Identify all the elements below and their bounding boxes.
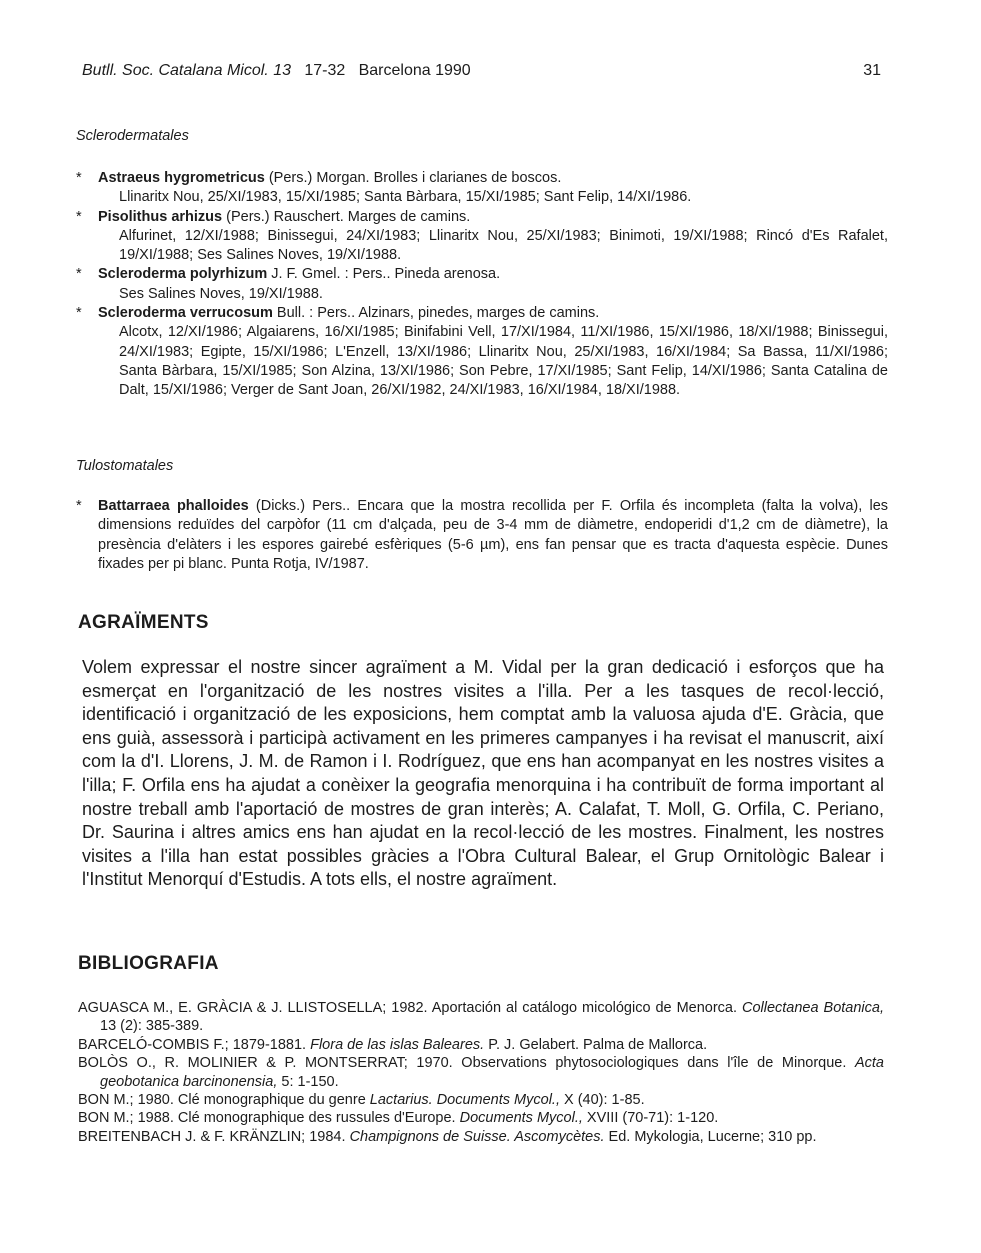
species-entry [76, 169, 888, 208]
journal-citation: Butll. Soc. Catalana Micol. 13 [82, 62, 291, 79]
species-habitat: . Alzinars, pinedes, marges de camins. [351, 305, 600, 322]
species-author: (Dicks.) Pers. [255, 498, 347, 514]
species-author: (Pers.) Morgan [268, 170, 366, 186]
reference-item: BON M.; 1988. Clé monographique des russules d'Europe. Documents Mycol., XVIII (70-71): 1-120. [78, 1110, 719, 1127]
place-year: Barcelona 1990 [358, 62, 471, 79]
asterisk-icon: * [76, 208, 82, 225]
tulostomatales-list [76, 497, 888, 574]
asterisk-icon: * [76, 305, 82, 322]
species-localities: Alfurinet, 12/XI/1988; Binissegui, 24/XI/1983; Llinaritx Nou, 25/XI/1983; Binimoti, 19/XI/1988; Rincó d'Es Rafalet, 19/XI/1988; Ses Salines Noves, 19/XI/1988. [119, 227, 888, 264]
species-author: (Pers.) Rauschert [226, 208, 340, 225]
reference-item: AGUASCA M., E. GRÀCIA & J. LLISTOSELLA; 1982. Aportación al catálogo micológico de Menorca. Collectanea Botanica, 13 (2): 385-389. [78, 1000, 884, 1035]
species-habitat: . Pineda arenosa. [386, 266, 501, 283]
section-sclerodermatales: Sclerodermatales [76, 128, 189, 144]
species-name: Pisolithus arhizus [98, 208, 223, 225]
species-entry [76, 304, 888, 400]
species-text: . Encara que la mostra recollida per F. Orfila és incompleta (falta la volva), les dimensions reduïdes del carpòfor (11 cm d'alçada, peu de 3-4 mm de diàmetre, endoperidi d'1,2 cm de diàmetre), la presència d'elàters i les espores gairebé esfèriques (5-6 µm), ens fan pensar que es tracta d'aquesta espècie. Dunes fixades per pi blanc. Punta Rotja, IV/1987. [98, 498, 889, 572]
running-header [82, 62, 881, 80]
species-name: Battarraea phalloides [98, 498, 249, 514]
reference-item: BARCELÓ-COMBIS F.; 1879-1881. Flora de las islas Baleares. P. J. Gelabert. Palma de Mallorca. [78, 1036, 708, 1053]
species-entry [76, 265, 888, 304]
species-localities: Llinaritx Nou, 25/XI/1983, 15/XI/1985; Santa Bàrbara, 15/XI/1985; Sant Felip, 14/XI/1986. [119, 189, 692, 206]
species-habitat: . Brolles i clarianes de boscos. [365, 170, 562, 186]
reference-item: BOLÒS O., R. MOLINIER & P. MONTSERRAT; 1970. Observations phytosociologiques dans l'île de Minorque. Acta geobotanica barcinonensia, 5: 1-150. [78, 1055, 884, 1090]
reference-item: BREITENBACH J. & F. KRÄNZLIN; 1984. Champignons de Suisse. Ascomycètes. Ed. Mykologia, Lucerne; 310 pp. [78, 1128, 817, 1145]
species-localities: Alcotx, 12/XI/1986; Algaiarens, 16/XI/1985; Binifabini Vell, 17/XI/1984, 11/XI/1986, 15/XI/1986, 18/XI/1988; Binissegui, 24/XI/1983; Egipte, 15/XI/1986; L'Enzell, 13/XI/1986; Llinaritx Nou, 25/XI/1983, 16/XI/1984; Sa Bassa, 11/XI/1986; Santa Bàrbara, 15/XI/1985; Son Alzina, 13/XI/1986; Son Pebre, 17/XI/1985; Sant Felip, 14/XI/1986; Santa Catalina de Dalt, 15/XI/1986; Verger de Sant Joan, 26/XI/1982, 24/XI/1983, 16/XI/1984, 18/XI/1988. [119, 324, 888, 399]
asterisk-icon: * [76, 498, 82, 514]
sclerodermatales-list [76, 169, 888, 401]
asterisk-icon: * [76, 266, 82, 283]
page-range: 17-32 [304, 62, 346, 79]
asterisk-icon: * [76, 170, 82, 186]
species-name: Scleroderma polyrhizum [98, 266, 268, 283]
species-author: J. F. Gmel. : Pers. [271, 266, 387, 283]
reference-list [78, 999, 884, 1146]
reference-item: BON M.; 1980. Clé monographique du genre Lactarius. Documents Mycol., X (40): 1-85. [78, 1092, 645, 1109]
species-name: Scleroderma verrucosum [98, 305, 273, 322]
species-habitat: . Marges de camins. [339, 208, 471, 225]
species-name: Astraeus hygrometricus [98, 170, 265, 186]
acknowledgements-paragraph: Volem expressar el nostre sincer agraïment a M. Vidal per la gran dedicació i esforços que ha esmerçat en l'organització de les nostres visites a l'illa. Per a les tasques de recol·lecció, identificació i organització de les exposicions, hem comptat amb la valuosa ajuda d'E. Gràcia, que ens guià, assessorà i participà activament en les primeres campanyes i ha revisat el manuscrit, així com la d'I. Llorens, J. M. de Ramon i I. Rodríguez, que ens han acompanyat en les nostres visites a l'illa; F. Orfila ens ha ajudat a conèixer la geografia menorquina i ha contribuït de forma important al nostre treball amb l'aportació de mostres de gran interès; A. Calafat, T. Moll, G. Orfila, C. Periano, Dr. Saurina i altres amics ens han ajudat en la recol·lecció de les mostres. Finalment, les nostres visites a l'illa han estat possibles gràcies a l'Obra Cultural Balear, el Grup Ornitològic Balear i l'Institut Menorquí d'Estudis. A tots ells, el nostre agraïment. [82, 657, 884, 890]
species-localities: Ses Salines Noves, 19/XI/1988. [119, 285, 323, 302]
species-entry [76, 497, 888, 574]
species-description [76, 497, 888, 574]
heading-agraiments: AGRAÏMENTS [78, 612, 209, 633]
heading-bibliografia: BIBLIOGRAFIA [78, 953, 219, 974]
species-entry [76, 208, 888, 266]
section-tulostomatales: Tulostomatales [76, 458, 174, 474]
page-number: 31 [863, 62, 881, 79]
species-author: Bull. : Pers. [276, 305, 352, 322]
